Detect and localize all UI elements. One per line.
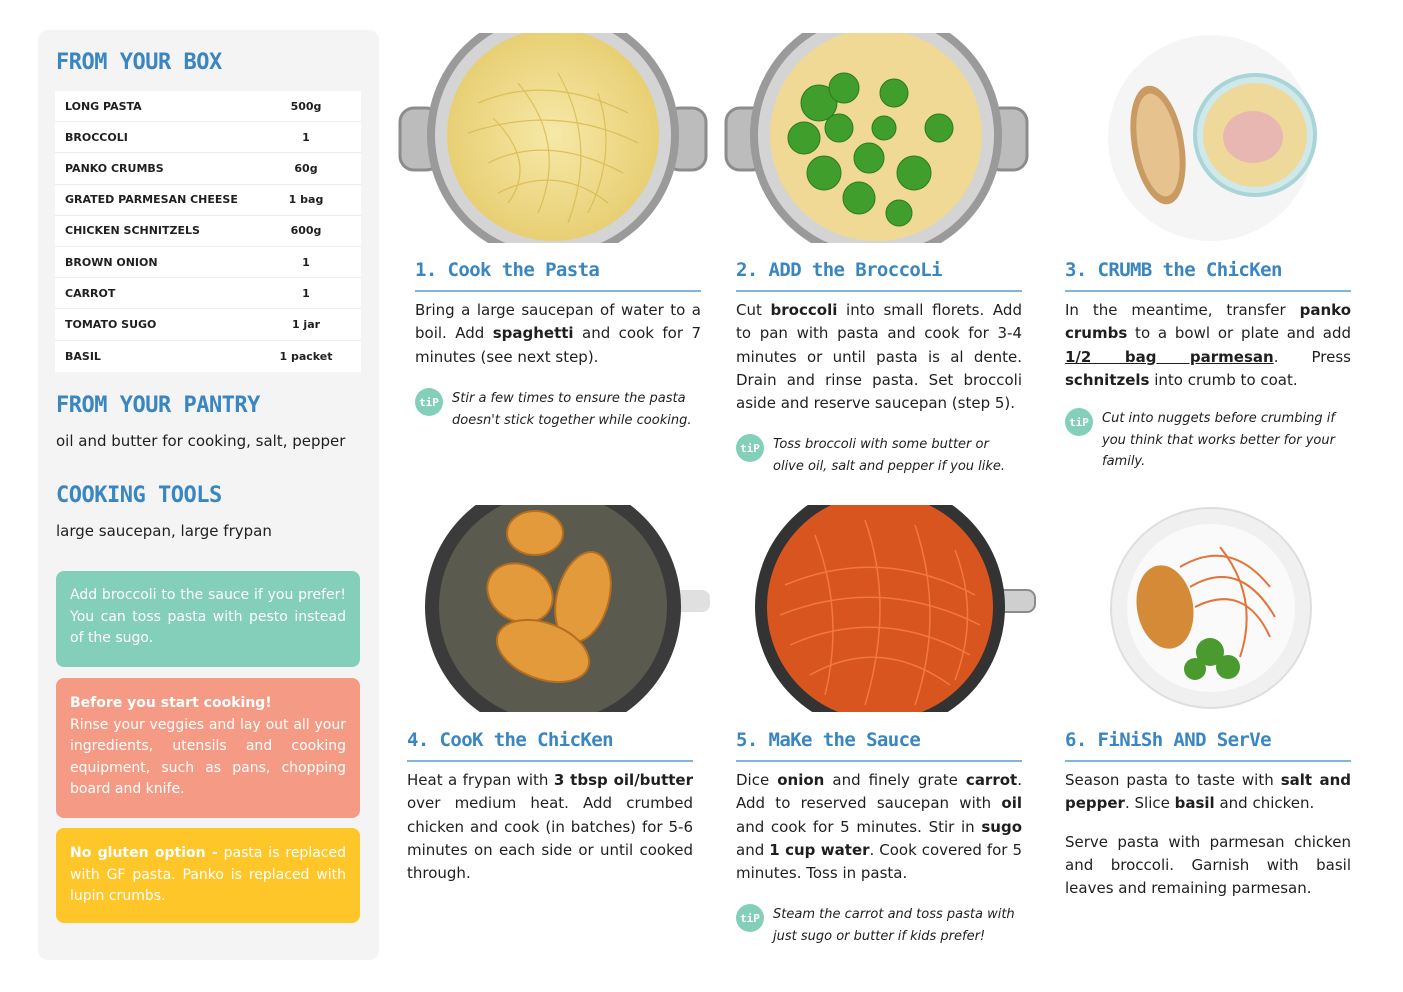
ingredient-name: TOMATO SUGO — [65, 317, 157, 331]
tip-badge: tiP — [736, 904, 764, 932]
step-ingredient: onion — [777, 771, 825, 789]
step-ingredient: schnitzels — [1065, 370, 1150, 389]
step-5-body — [736, 769, 1022, 885]
step-text: . Slice — [1124, 794, 1175, 813]
ingredient-name: LONG PASTA — [65, 99, 142, 113]
step-text: Bring a large saucepan of water to a boil. Add — [415, 301, 701, 343]
step-paragraph — [1065, 769, 1351, 816]
ingredient-qty: 1 jar — [291, 317, 321, 331]
step-6-divider — [1065, 760, 1351, 762]
step-ingredient: 1/2 bag parmesan — [1065, 347, 1274, 366]
step-ingredient: 3 tbsp oil/butter — [553, 771, 694, 789]
ingredient-qty: 1 — [302, 286, 310, 300]
ingredient-name: CARROT — [65, 286, 116, 300]
ingredient-row — [55, 153, 361, 184]
ingredient-row — [55, 122, 361, 153]
step-text: and — [736, 840, 770, 859]
broccoli-pot-photo — [724, 33, 1029, 243]
step-1-body — [415, 299, 701, 369]
sauce-pan-photo — [755, 505, 1040, 715]
ingredient-row — [55, 91, 361, 122]
tip-text: Steam the carrot and toss pasta with just sugo or butter if kids prefer! — [773, 907, 1015, 944]
step-6-body — [1065, 769, 1351, 900]
ingredient-row — [55, 185, 361, 216]
frypan-chicken-photo — [425, 505, 710, 715]
step-text: Heat a frypan with — [407, 771, 554, 789]
pantry-text: oil and butter for cooking, salt, pepper — [56, 432, 346, 450]
step-1-divider — [415, 290, 701, 292]
tip-badge: tiP — [415, 388, 443, 416]
ingredient-name: BROCCOLI — [65, 130, 128, 144]
step-text: In the meantime, transfer — [1065, 301, 1300, 319]
step-text: . Add to reserved saucepan with — [736, 771, 1022, 813]
step-text: . Cook covered for 5 minutes. Toss in pasta. — [736, 840, 1022, 883]
step-4-body — [407, 769, 693, 885]
tip-badge: tiP — [736, 434, 764, 462]
ingredient-qty: 500g — [290, 99, 322, 113]
tip-badge: tiP — [1065, 408, 1093, 436]
ingredient-name: PANKO CRUMBS — [65, 161, 164, 175]
step-text: into crumb to coat. — [1149, 370, 1298, 389]
step-ingredient: panko crumbs — [1065, 301, 1351, 343]
ingredient-qty: 60g — [294, 161, 318, 175]
step-ingredient: carrot — [965, 771, 1018, 789]
step-text: over medium heat. Add crumbed chicken and cook (in batches) for 5-6 minutes on each side or until cooked through. — [407, 794, 693, 883]
step-paragraph: Serve pasta with parmesan chicken and broccoli. Garnish with basil leaves and remaining parmesan. — [1065, 832, 1351, 898]
ingredient-row — [55, 278, 361, 309]
step-ingredient: spaghetti — [492, 324, 574, 343]
ingredient-name: CHICKEN SCHNITZELS — [65, 224, 200, 238]
broccoli-sauce-note — [56, 571, 360, 667]
ingredient-qty: 1 packet — [279, 349, 333, 363]
step-3-body — [1065, 299, 1351, 392]
tip-text: Cut into nuggets before crumbing if you think that works better for your family. — [1102, 411, 1335, 469]
plated-dish-photo — [1110, 507, 1312, 709]
ingredient-qty: 1 — [302, 255, 310, 269]
step-ingredient: broccoli — [770, 301, 838, 319]
step-text: and cook for 5 minutes. Stir in — [736, 817, 982, 836]
step-4-title: 4. CooK the ChicKen — [407, 729, 613, 751]
step-3-tip — [1065, 408, 1355, 473]
tools-text: large saucepan, large frypan — [56, 522, 272, 540]
pasta-pot-photo — [398, 33, 708, 243]
gluten-free-note — [56, 828, 360, 923]
step-ingredient: salt and pepper — [1065, 771, 1352, 813]
note-text: pasta is replaced with GF pasta. Panko is replaced with lupin crumbs. — [70, 845, 346, 904]
note-title: Before you start cooking! — [70, 695, 272, 711]
step-ingredient: oil — [1001, 794, 1022, 813]
ingredient-qty: 600g — [290, 224, 322, 238]
note-title: No gluten option - — [70, 845, 218, 861]
step-2-divider — [736, 290, 1022, 292]
note-text: Rinse your veggies and lay out all your ingredients, utensils and cooking equipment, such as pans, chopping board and knife. — [70, 716, 346, 797]
step-ingredient: basil — [1174, 794, 1215, 813]
step-text: Season pasta to taste with — [1065, 771, 1281, 789]
ingredients-sidebar — [38, 30, 379, 960]
step-5-title: 5. MaKe the Sauce — [736, 729, 921, 751]
box-heading: FROM YOUR BOX — [56, 50, 222, 75]
step-text: Dice — [736, 771, 778, 789]
step-text: and finely grate — [824, 771, 966, 789]
ingredient-name: BROWN ONION — [65, 255, 158, 269]
step-3-divider — [1065, 290, 1351, 292]
ingredient-row — [55, 309, 361, 340]
step-text: and cook for 7 minutes (see next step). — [415, 324, 701, 366]
tools-heading: COOKING TOOLS — [56, 483, 222, 508]
pantry-heading: FROM YOUR PANTRY — [56, 393, 260, 418]
step-ingredient: sugo — [981, 817, 1022, 836]
step-text: into small florets. Add to pan with pasta and cook for 3-4 minutes or until pasta is al dente. Drain and rinse pasta. Set broccoli aside and reserve saucepan (step 5). — [736, 301, 1022, 413]
step-1-tip — [415, 388, 705, 431]
crumbed-chicken-photo — [1108, 35, 1318, 245]
ingredients-table — [55, 91, 361, 372]
step-3-title: 3. CRUMB the ChicKen — [1065, 259, 1282, 281]
step-text: and chicken. — [1214, 794, 1315, 813]
step-5-divider — [736, 760, 1022, 762]
step-5-tip — [736, 904, 1026, 947]
step-text: Cut — [736, 301, 771, 319]
step-2-tip — [736, 434, 1006, 477]
before-cooking-note — [56, 678, 360, 818]
step-text: . Press — [1273, 347, 1351, 366]
ingredient-name: BASIL — [65, 349, 101, 363]
step-2-title: 2. ADD the BroccoLi — [736, 259, 942, 281]
tip-text: Toss broccoli with some butter or olive oil, salt and pepper if you like. — [773, 437, 1006, 474]
note-text: Add broccoli to the sauce if you prefer! You can toss pasta with pesto instead of the sugo. — [70, 587, 346, 646]
ingredient-row — [55, 247, 361, 278]
ingredient-row — [55, 341, 361, 372]
ingredient-qty: 1 — [302, 130, 310, 144]
ingredient-row — [55, 216, 361, 247]
step-2-body — [736, 299, 1022, 415]
step-4-divider — [407, 760, 693, 762]
tip-text: Stir a few times to ensure the pasta doesn't stick together while cooking. — [452, 391, 692, 428]
step-6-title: 6. FiNiSh AND SerVe — [1065, 729, 1271, 751]
step-ingredient: 1 cup water — [769, 840, 870, 859]
step-text: to a bowl or plate and add — [1127, 324, 1351, 343]
step-1-title: 1. Cook the Pasta — [415, 259, 600, 281]
ingredient-qty: 1 bag — [288, 193, 324, 207]
ingredient-name: GRATED PARMESAN CHEESE — [65, 193, 238, 207]
